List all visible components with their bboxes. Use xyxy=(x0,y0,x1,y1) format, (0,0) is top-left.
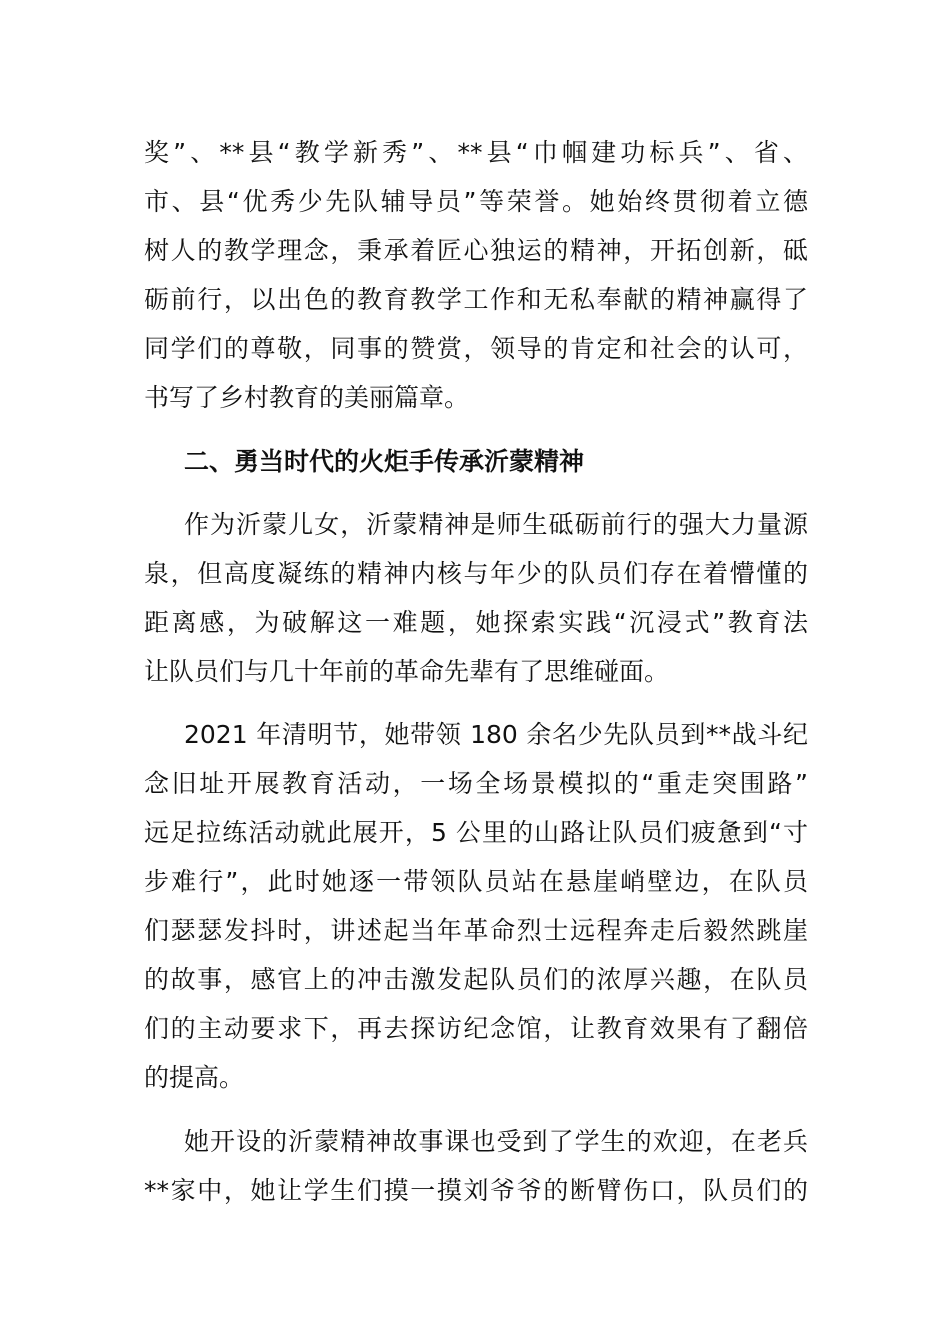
paragraph-2-line-2: 泉，但高度凝练的精神内核与年少的队员们存在着懵懂的 xyxy=(144,559,808,588)
paragraph-3-line-4: 步难行”，此时她逐一带领队员站在悬崖峭壁边，在队员 xyxy=(144,867,808,896)
paragraph-3-line-5: 们瑟瑟发抖时，讲述起当年革命烈士远程奔走后毅然跳崖 xyxy=(144,916,808,945)
paragraph-3-line-2: 念旧址开展教育活动，一场全场景模拟的“重走突围路” xyxy=(144,769,808,798)
paragraph-3-line-8: 的提高。 xyxy=(144,1063,245,1092)
paragraph-2-line-3: 距离感，为破解这一难题，她探索实践“沉浸式”教育法 xyxy=(144,608,808,637)
paragraph-2-line-1: 作为沂蒙儿女，沂蒙精神是师生砥砺前行的强大力量源 xyxy=(184,510,808,539)
paragraph-1-line-1: 奖”、**县“教学新秀”、**县“巾帼建功标兵”、省、 xyxy=(144,138,808,167)
paragraph-3-line-1: 2021 年清明节，她带领 180 余名少先队员到**战斗纪 xyxy=(184,720,808,749)
paragraph-1-line-4: 砺前行，以出色的教育教学工作和无私奉献的精神赢得了 xyxy=(144,285,808,314)
paragraph-4-line-1: 她开设的沂蒙精神故事课也受到了学生的欢迎，在老兵 xyxy=(184,1127,808,1156)
paragraph-1-line-3: 树人的教学理念，秉承着匠心独运的精神，开拓创新，砥 xyxy=(144,236,808,265)
paragraph-3-line-7: 们的主动要求下，再去探访纪念馆，让教育效果有了翻倍 xyxy=(144,1014,808,1043)
paragraph-4-line-2: **家中，她让学生们摸一摸刘爷爷的断臂伤口，队员们的 xyxy=(144,1176,808,1205)
paragraph-2-line-4: 让队员们与几十年前的革命先辈有了思维碰面。 xyxy=(144,657,670,686)
paragraph-3-line-6: 的故事，感官上的冲击激发起队员们的浓厚兴趣，在队员 xyxy=(144,965,808,994)
paragraph-3-line-3: 远足拉练活动就此展开，5 公里的山路让队员们疲惫到“寸 xyxy=(144,818,808,847)
section-heading: 二、勇当时代的火炬手传承沂蒙精神 xyxy=(184,447,585,476)
paragraph-1-line-6: 书写了乡村教育的美丽篇章。 xyxy=(144,383,470,412)
paragraph-1-line-2: 市、县“优秀少先队辅导员”等荣誉。她始终贯彻着立德 xyxy=(144,187,808,216)
paragraph-1-line-5: 同学们的尊敬，同事的赞赏，领导的肯定和社会的认可， xyxy=(144,334,808,363)
